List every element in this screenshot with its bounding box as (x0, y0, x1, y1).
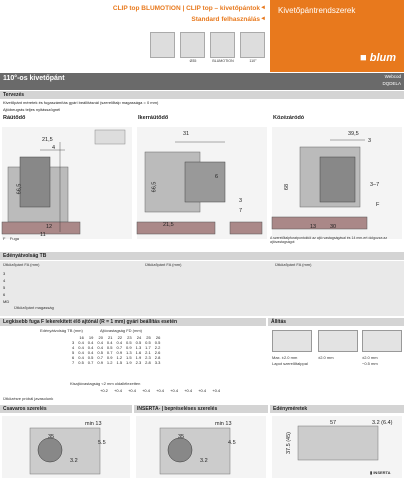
header-line2: Standard felhasználás (191, 16, 260, 23)
panel-label: Ráütődő (3, 115, 26, 121)
fuga-row: 4 0.4 0.4 0.4 0.5 0.7 0.9 1.3 1.7 2.2 (72, 345, 161, 350)
edeny-row: MD (3, 299, 10, 304)
fuga-row: 3 0.4 0.4 0.4 0.4 0.4 0.5 0.5 0.5 0.5 (72, 340, 161, 345)
dim: F (376, 202, 380, 208)
dim: 30 (330, 224, 337, 230)
header (0, 0, 404, 72)
section-heading: Állítás (271, 319, 287, 325)
arrow-left-icon: ◄ (260, 5, 266, 11)
inserta-label: ▮ INSERTA (370, 470, 391, 475)
edeny-col3-label: Ütközőpánt FA (mm) (275, 262, 312, 267)
foot-label: Kisajtóvastagság <2 mm oldallélezetten (70, 381, 141, 386)
dim: 3–7 (370, 182, 380, 188)
thumb-drill (180, 32, 205, 58)
dim: 13 (310, 224, 317, 230)
adjust-label: Max. ±2.0 mm (272, 355, 298, 360)
title-bar (0, 73, 404, 90)
adjust-img (272, 330, 312, 352)
section-heading: Csavaros szerelés (3, 406, 47, 412)
header-left (0, 0, 268, 72)
edeny-row: 3 (3, 271, 6, 276)
section-bar-edenymeret (270, 405, 404, 413)
brand-panel (270, 0, 404, 72)
drawing-note: A szerelőtalpfuratpontoktól az ajtó vastagságával és 14 mm-ert dolgozza az ajtóvastagságot (270, 236, 388, 244)
dim: 4.5 (228, 440, 236, 446)
header-line1: CLIP top BLUMOTION | CLIP top – kivetőpántok (112, 5, 260, 12)
adjust-img (318, 330, 358, 352)
fuga-row: 6 0.4 0.5 0.7 0.9 1.2 1.5 1.9 2.3 2.8 (72, 355, 161, 360)
section-bar-allitas (268, 318, 404, 326)
adjust-label: ±2.0 mm (318, 355, 334, 360)
fuga-header-row: 16 19 20 21 22 23 24 25 26 (79, 335, 161, 340)
section-heading: Tervezés (3, 92, 25, 98)
webcode-label: Webcod (384, 74, 401, 79)
dim: 66,5 (16, 183, 23, 195)
fuga-table (70, 335, 162, 365)
legend-note: Ütközésre próbál javasolunk (3, 396, 54, 401)
dim: 3.2 (200, 458, 208, 464)
thumb-caption: Ø35 (189, 59, 197, 63)
section-bar-edeny (0, 252, 404, 260)
section-heading: Legkisebb fuga F lekerekített élő ajtónál (R = 1 mm) gyári beállítás esetén (3, 319, 178, 325)
section-bar-csavaros (0, 405, 132, 413)
webcode-value: DQDELA (382, 81, 401, 86)
product-thumbnails (150, 32, 268, 66)
adjust-sub: −0.5 mm (362, 361, 378, 366)
section-heading: INSERTA- | bepréseléses szerelés (137, 406, 218, 412)
panel-raütődő (0, 114, 134, 244)
thumb-caption: BLUMOTION (212, 59, 234, 63)
dim: 6 (215, 174, 219, 180)
legkisebb-sub: Edényátvolság TB (mm) (40, 328, 83, 333)
fuga-row: 7 0.5 0.7 0.9 1.2 1.5 1.9 2.3 2.8 3.3 (72, 360, 161, 365)
edeny-col1-label: Ütközőpánt FA (mm) (3, 262, 40, 267)
dim: 39,5 (348, 131, 359, 137)
dim: 37.5 (45) (286, 431, 293, 455)
dim: 3.2 (70, 458, 78, 464)
dim: 11 (40, 232, 46, 238)
fuga-row: 5 0.4 0.4 0.5 0.7 0.9 1.3 1.6 2.1 2.6 (72, 350, 161, 355)
dim: 57 (330, 420, 337, 426)
thumb-angle (240, 32, 265, 58)
md-note: Ütközőpánt magasság (14, 305, 54, 310)
dim: 12 (46, 224, 53, 230)
dim: 21,5 (163, 222, 174, 228)
adjust-img (362, 330, 402, 352)
dim: 3 (368, 138, 372, 144)
panel-közézáródó (270, 114, 404, 244)
dim: 35 (178, 434, 185, 440)
dim: 5.5 (98, 440, 106, 446)
foot-vals: +0.2 +0.4 +0.4 +0.4 +0.4 +0.4 +0.4 +0.4 +0.4 (100, 388, 221, 393)
edeny-table-bg (0, 261, 404, 316)
section-bar-tervezes (0, 91, 404, 99)
arrow-left-icon: ◄ (260, 16, 266, 22)
dim: min 13 (85, 421, 102, 427)
section-heading: Edényátvolság TB (3, 253, 47, 259)
panel-ikerraütődő (135, 114, 269, 244)
bottom-drawings (0, 414, 404, 480)
section-heading: Edényméretek (273, 406, 308, 412)
edeny-col2-label: Ütközőpánt FA (mm) (145, 262, 182, 267)
page-title: 110°-os kivetőpánt (3, 75, 65, 82)
panel-label: Ikerráütődő (138, 115, 169, 121)
panel-label: Közézáródó (273, 115, 305, 121)
section-bar-inserta (134, 405, 268, 413)
edeny-row: 6 (3, 292, 6, 297)
dim: 4 (52, 145, 56, 151)
dim: 21,5 (42, 137, 53, 143)
blum-logo: ■ blum (360, 52, 396, 64)
edeny-row: 4 (3, 278, 6, 283)
fuga-grid (70, 335, 162, 365)
adjust-label: ±2.0 mm (362, 355, 378, 360)
dim: 7 (239, 208, 243, 214)
dim: 68 (284, 183, 291, 191)
hinge-drawing (270, 122, 404, 240)
adjust-sub: Lapot szerelőtalppal (272, 361, 308, 366)
dim: 31 (183, 131, 190, 137)
dim: 3 (239, 198, 243, 204)
dim: 35 (48, 434, 55, 440)
legend-f: F Fuga (3, 236, 20, 241)
hinge-drawing (0, 122, 134, 240)
section-bar-legkisebb (0, 318, 266, 326)
edeny-rows (3, 270, 9, 305)
edeny-row: 5 (3, 285, 6, 290)
legkisebb-fd: Ajtóvastagság FD (mm) (100, 328, 143, 333)
dim: 3.2 (6.4) (372, 420, 393, 426)
thumb-cabinet (150, 32, 175, 58)
tervezes-subtitle2: Ajtóbeugrás teljes nyitásszögnél (3, 107, 61, 112)
thumb-caption: 110° (249, 59, 257, 63)
dim: min 13 (215, 421, 232, 427)
dim: 66,5 (151, 181, 158, 193)
brand-title: Kivetőpántrendszerek (278, 6, 356, 15)
thumb-blumotion (210, 32, 235, 58)
tervezes-subtitle: Kivetőpánt méretek és fugaszámítás gyári beállításnál (szerelőtalp magassága = 0 mm) (3, 100, 159, 105)
